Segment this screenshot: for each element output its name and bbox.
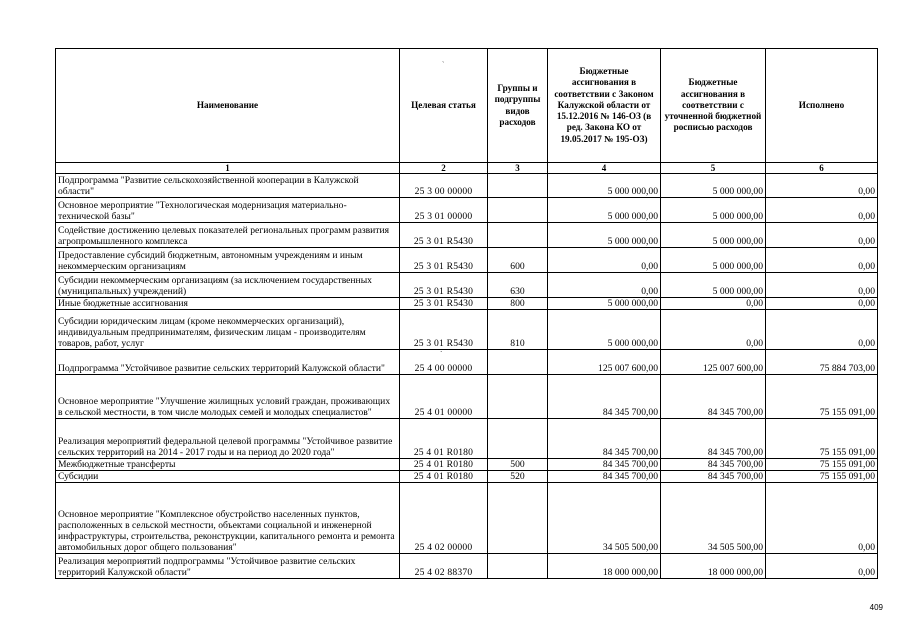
table-row xyxy=(56,310,878,350)
row-target-code: 25 4 01 00000 xyxy=(400,375,488,419)
row-law-amount: 5 000 000,00 xyxy=(548,174,661,198)
header-name: Наименование xyxy=(56,49,400,163)
column-number: 6 xyxy=(766,163,878,174)
row-law-amount: 0,00 xyxy=(548,273,661,298)
row-name: Основное мероприятие "Улучшение жилищных условий граждан, проживающих в сельской местности, в том числе молодых семей и молодых специалистов" xyxy=(56,375,400,419)
header-law-allocations: Бюджетные ассигнования в соответствии с Законом Калужской области от 15.12.2016 № 146-ОЗ (в ред. Закона КО от 19.05.2017 № 195-ОЗ) xyxy=(548,49,661,163)
column-number: 4 xyxy=(548,163,661,174)
row-executed-amount: 75 155 091,00 xyxy=(766,375,878,419)
row-adjusted-amount: 34 505 500,00 xyxy=(661,483,766,554)
row-target-code: 25 3 01 R5430 xyxy=(400,298,488,310)
table-row xyxy=(56,248,878,273)
row-executed-amount: 0,00 xyxy=(766,483,878,554)
row-law-amount: 0,00 xyxy=(548,248,661,273)
header-expense-groups: Группы и подгруппы видов расходов xyxy=(488,49,548,163)
table-row xyxy=(56,223,878,248)
row-adjusted-amount: 5 000 000,00 xyxy=(661,223,766,248)
row-executed-amount: 0,00 xyxy=(766,273,878,298)
row-expense-group xyxy=(488,483,548,554)
table-row xyxy=(56,375,878,419)
row-law-amount: 5 000 000,00 xyxy=(548,198,661,223)
row-adjusted-amount: 0,00 xyxy=(661,310,766,350)
row-target-code: 25 4 01 R0180 xyxy=(400,419,488,459)
row-target-code: 25 4 02 00000 xyxy=(400,483,488,554)
row-executed-amount: 0,00 xyxy=(766,248,878,273)
row-executed-amount: 0,00 xyxy=(766,174,878,198)
header-row xyxy=(56,49,878,163)
row-law-amount: 5 000 000,00 xyxy=(548,310,661,350)
row-target-code: 25 4 02 88370 xyxy=(400,554,488,579)
row-name: Субсидии юридическим лицам (кроме некоммерческих организаций), индивидуальным предпринимателям, физическим лицам - производителям товаров, работ, услуг xyxy=(56,310,400,350)
row-adjusted-amount: 5 000 000,00 xyxy=(661,198,766,223)
row-adjusted-amount: 18 000 000,00 xyxy=(661,554,766,579)
row-law-amount: 84 345 700,00 xyxy=(548,375,661,419)
row-name: Субсидии xyxy=(56,471,400,483)
row-expense-group xyxy=(488,375,548,419)
row-executed-amount: 0,00 xyxy=(766,310,878,350)
row-law-amount: 84 345 700,00 xyxy=(548,459,661,471)
row-name: Предоставление субсидий бюджетным, автономным учреждениям и иным некоммерческим организациям xyxy=(56,248,400,273)
row-adjusted-amount: 84 345 700,00 xyxy=(661,375,766,419)
row-adjusted-amount: 0,00 xyxy=(661,298,766,310)
row-expense-group: 500 xyxy=(488,459,548,471)
row-name: Подпрограмма "Устойчивое развитие сельских территорий Калужской области" xyxy=(56,350,400,375)
row-name: Содействие достижению целевых показателей региональных программ развития агропромышленного комплекса xyxy=(56,223,400,248)
row-adjusted-amount: 5 000 000,00 xyxy=(661,174,766,198)
row-target-code: 25 3 01 R5430 xyxy=(400,310,488,350)
table-row xyxy=(56,419,878,459)
header-executed: Исполнено xyxy=(766,49,878,163)
row-expense-group xyxy=(488,350,548,375)
row-adjusted-amount: 84 345 700,00 xyxy=(661,459,766,471)
table-row xyxy=(56,198,878,223)
row-target-code: 25 4 01 R0180 xyxy=(400,471,488,483)
table-row xyxy=(56,174,878,198)
row-expense-group: 520 xyxy=(488,471,548,483)
row-name: Реализация мероприятий федеральной целевой программы "Устойчивое развитие сельских территорий на 2014 - 2017 годы и на период до 2020 года" xyxy=(56,419,400,459)
row-expense-group: 600 xyxy=(488,248,548,273)
row-executed-amount: 0,00 xyxy=(766,298,878,310)
budget-table xyxy=(55,48,878,579)
column-number-row xyxy=(56,163,878,174)
row-expense-group: 630 xyxy=(488,273,548,298)
row-law-amount: 84 345 700,00 xyxy=(548,471,661,483)
row-law-amount: 5 000 000,00 xyxy=(548,223,661,248)
row-expense-group xyxy=(488,419,548,459)
row-executed-amount: 75 884 703,00 xyxy=(766,350,878,375)
row-executed-amount: 75 155 091,00 xyxy=(766,459,878,471)
header-target-article: Целевая статья xyxy=(400,49,488,163)
row-adjusted-amount: 5 000 000,00 xyxy=(661,248,766,273)
row-target-code: 25 3 00 00000 xyxy=(400,174,488,198)
row-name: Основное мероприятие "Комплексное обустройство населенных пунктов, расположенных в сельской местности, объектами социальной и инженерной инфраструктуры, строительства, реконструкции, капитального ремонта и ремонта автомобильных дорог общего пользования" xyxy=(56,483,400,554)
table-row xyxy=(56,298,878,310)
row-law-amount: 34 505 500,00 xyxy=(548,483,661,554)
row-name: Межбюджетные трансферты xyxy=(56,459,400,471)
row-name: Реализация мероприятий подпрограммы "Устойчивое развитие сельских территорий Калужской области" xyxy=(56,554,400,579)
row-expense-group xyxy=(488,554,548,579)
row-target-code: 25 3 01 R5430 xyxy=(400,273,488,298)
row-law-amount: 5 000 000,00 xyxy=(548,298,661,310)
row-expense-group: 810 xyxy=(488,310,548,350)
row-target-code: 25 4 00 00000 xyxy=(400,350,488,375)
row-name: Субсидии некоммерческим организациям (за исключением государственных (муниципальных) учреждений) xyxy=(56,273,400,298)
row-executed-amount: 0,00 xyxy=(766,223,878,248)
row-law-amount: 18 000 000,00 xyxy=(548,554,661,579)
header-adjusted-allocations: Бюджетные ассигнования в соответствии с уточненной бюджетной росписью расходов xyxy=(661,49,766,163)
column-number: 3 xyxy=(488,163,548,174)
row-law-amount: 125 007 600,00 xyxy=(548,350,661,375)
row-law-amount: 84 345 700,00 xyxy=(548,419,661,459)
column-number: 1 xyxy=(56,163,400,174)
scan-dot: · xyxy=(440,348,443,356)
table-row xyxy=(56,459,878,471)
column-number: 5 xyxy=(661,163,766,174)
row-adjusted-amount: 5 000 000,00 xyxy=(661,273,766,298)
table-row xyxy=(56,350,878,375)
column-number: 2 xyxy=(400,163,488,174)
row-expense-group xyxy=(488,198,548,223)
row-adjusted-amount: 84 345 700,00 xyxy=(661,471,766,483)
row-target-code: 25 3 01 00000 xyxy=(400,198,488,223)
row-name: Иные бюджетные ассигнования xyxy=(56,298,400,310)
row-name: Основное мероприятие "Технологическая модернизация материально-технической базы" xyxy=(56,198,400,223)
row-target-code: 25 4 01 R0180 xyxy=(400,459,488,471)
table-row xyxy=(56,471,878,483)
row-executed-amount: 0,00 xyxy=(766,554,878,579)
row-expense-group xyxy=(488,174,548,198)
row-executed-amount: 75 155 091,00 xyxy=(766,471,878,483)
row-expense-group xyxy=(488,223,548,248)
table-row xyxy=(56,554,878,579)
row-expense-group: 800 xyxy=(488,298,548,310)
page-number: 409 xyxy=(869,603,883,612)
row-adjusted-amount: 125 007 600,00 xyxy=(661,350,766,375)
row-target-code: 25 3 01 R5430 xyxy=(400,248,488,273)
table-row xyxy=(56,483,878,554)
row-name: Подпрограмма "Развитие сельскохозяйственной кооперации в Калужской области" xyxy=(56,174,400,198)
row-adjusted-amount: 84 345 700,00 xyxy=(661,419,766,459)
table-row xyxy=(56,273,878,298)
row-executed-amount: 75 155 091,00 xyxy=(766,419,878,459)
scan-mark: ˎ xyxy=(442,55,445,63)
row-executed-amount: 0,00 xyxy=(766,198,878,223)
row-target-code: 25 3 01 R5430 xyxy=(400,223,488,248)
